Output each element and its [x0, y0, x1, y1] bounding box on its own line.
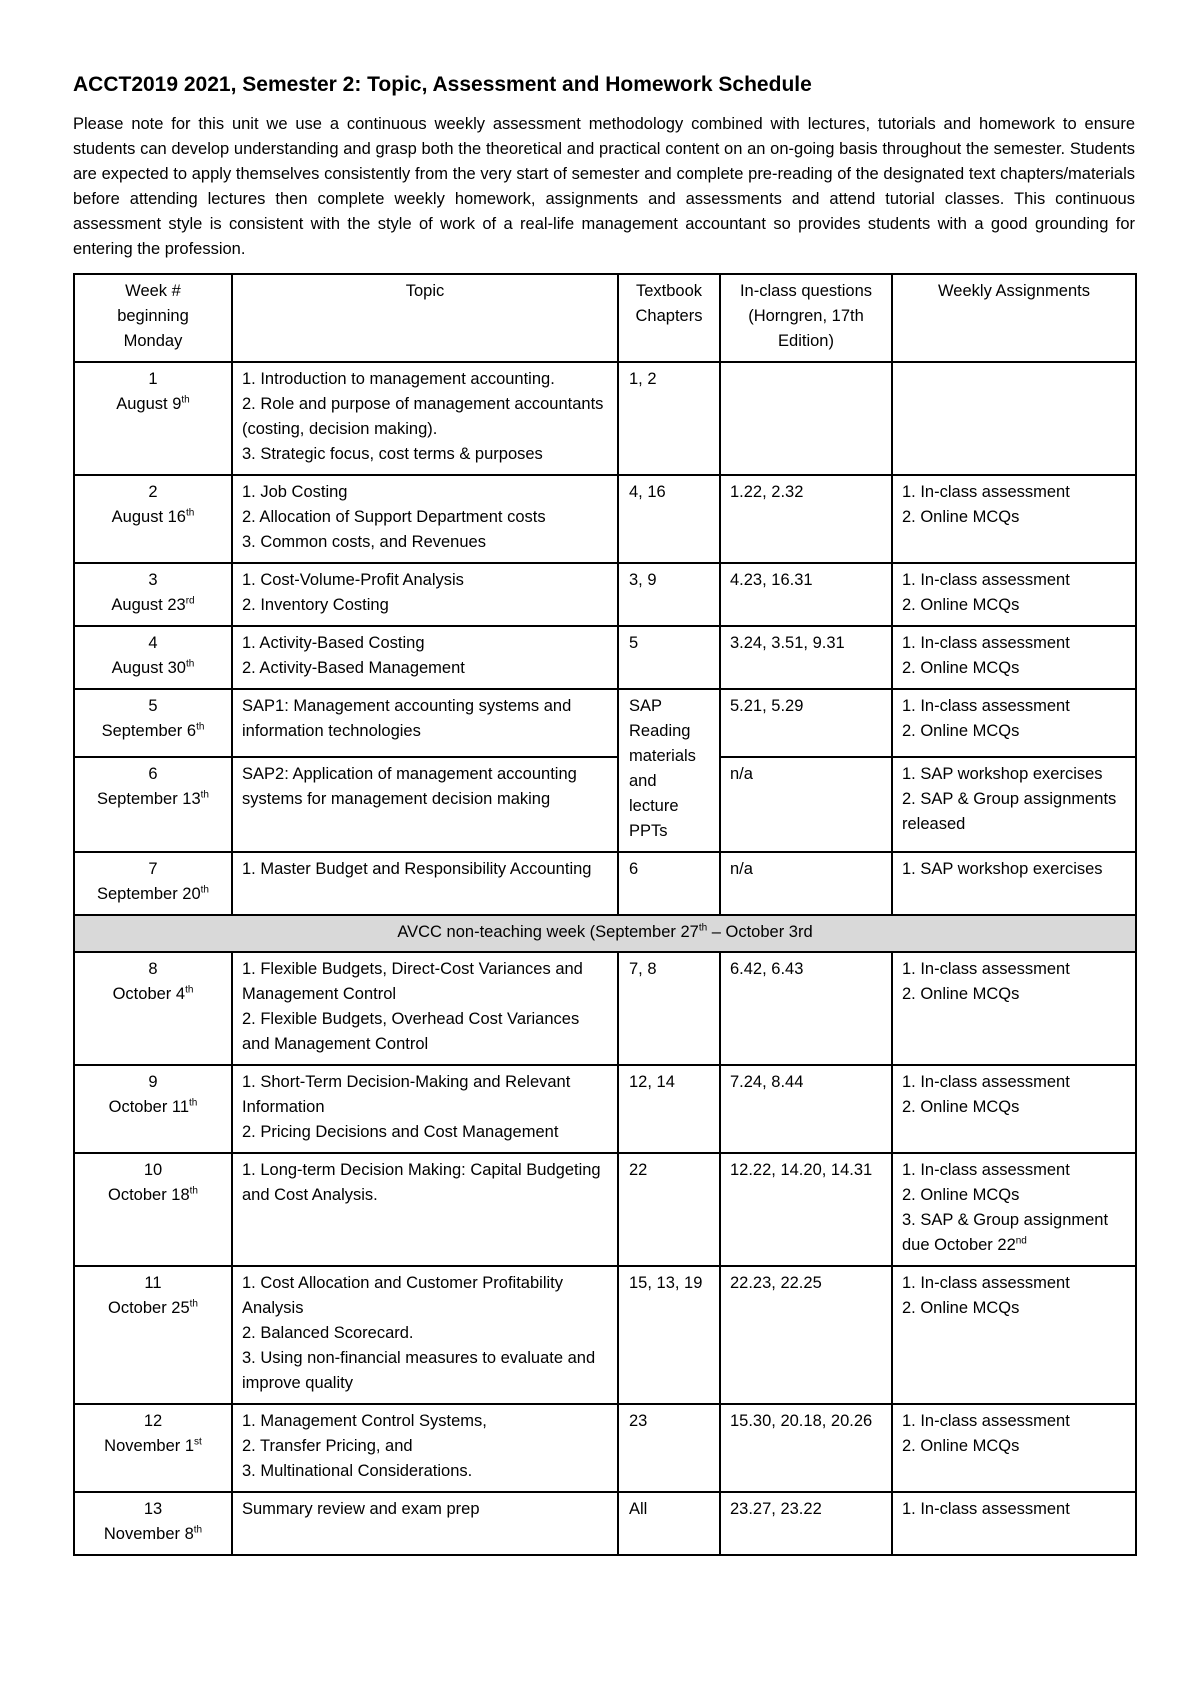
topic-cell: [232, 362, 618, 475]
week-cell: [74, 626, 232, 689]
questions-cell: 7.24, 8.44: [720, 1065, 892, 1153]
chapters-line: materials: [629, 747, 696, 765]
table-row: [74, 1266, 1136, 1404]
week-cell: [74, 1492, 232, 1555]
chapters-cell: 23: [618, 1404, 720, 1492]
week-number: 10: [143, 1161, 163, 1179]
assignment-line: 1. In-class assessment: [902, 634, 1070, 652]
assignments-cell: [892, 1266, 1136, 1404]
date-suffix: th: [200, 789, 209, 801]
topic-line: 2. Transfer Pricing, and: [242, 1437, 413, 1455]
document-page: [73, 72, 1135, 1556]
topic-cell: [232, 1153, 618, 1266]
questions-cell: 4.23, 16.31: [720, 563, 892, 626]
week-cell: [74, 952, 232, 1065]
topic-line: 3. Using non-financial measures to evaluate and improve quality: [242, 1349, 596, 1392]
table-row: [74, 563, 1136, 626]
topic-line: 2. Balanced Scorecard.: [242, 1324, 414, 1342]
week-date: August 30th: [111, 658, 195, 677]
chapters-cell: 12, 14: [618, 1065, 720, 1153]
topic-line: 2. Activity-Based Management: [242, 659, 465, 677]
topic-line: 1. Activity-Based Costing: [242, 634, 425, 652]
chapters-cell: 5: [618, 626, 720, 689]
topic-cell: [232, 1065, 618, 1153]
questions-cell: 12.22, 14.20, 14.31: [720, 1153, 892, 1266]
topic-cell: [232, 1266, 618, 1404]
assignment-line: 2. Online MCQs: [902, 1437, 1020, 1455]
table-row: [74, 362, 1136, 475]
week-number: 6: [148, 765, 158, 783]
topic-line: 2. Inventory Costing: [242, 596, 389, 614]
schedule-table: [73, 273, 1137, 1556]
assignments-cell: [892, 1404, 1136, 1492]
assignment-line: 2. Online MCQs: [902, 659, 1020, 677]
assignments-cell: [892, 475, 1136, 563]
topic-line: 2. Allocation of Support Department costs: [242, 508, 546, 526]
week-date: August 9th: [116, 394, 190, 413]
assignment-line: 1. In-class assessment: [902, 1500, 1070, 1518]
topic-cell: [232, 852, 618, 915]
topic-line: 3. Strategic focus, cost terms & purposes: [242, 445, 543, 463]
assignments-cell: [892, 626, 1136, 689]
assignments-cell: [892, 1065, 1136, 1153]
topic-line: 1. Cost Allocation and Customer Profitability Analysis: [242, 1274, 563, 1317]
topic-line: 2. Role and purpose of management accountants (costing, decision making).: [242, 395, 604, 438]
week-cell: [74, 1266, 232, 1404]
questions-cell: 5.21, 5.29: [720, 689, 892, 757]
assignment-line: 2. SAP & Group assignments released: [902, 790, 1117, 833]
topic-cell: [232, 1492, 618, 1555]
chapters-cell: 6: [618, 852, 720, 915]
week-date: November 1st: [104, 1436, 202, 1455]
week-number: 3: [148, 571, 158, 589]
date-suffix: th: [189, 1298, 198, 1310]
week-date: October 18th: [108, 1185, 198, 1204]
assignment-line: 1. In-class assessment: [902, 960, 1070, 978]
topic-cell: [232, 952, 618, 1065]
chapters-cell: 22: [618, 1153, 720, 1266]
topic-line: 1. Flexible Budgets, Direct-Cost Variances and Management Control: [242, 960, 583, 1003]
topic-line: 1. Long-term Decision Making: Capital Budgeting and Cost Analysis.: [242, 1161, 601, 1204]
week-cell: [74, 757, 232, 852]
assignments-cell: [892, 952, 1136, 1065]
questions-cell: 22.23, 22.25: [720, 1266, 892, 1404]
header-topic: Topic: [232, 274, 618, 362]
date-suffix: th: [181, 394, 190, 406]
topic-line: 3. Multinational Considerations.: [242, 1462, 473, 1480]
week-number: 2: [148, 483, 158, 501]
assignment-line: 2. Online MCQs: [902, 1186, 1020, 1204]
week-date: October 11th: [108, 1097, 198, 1116]
chapters-line: Reading: [629, 722, 691, 740]
chapters-line: lecture: [629, 797, 679, 815]
topic-line: 1. Short-Term Decision-Making and Relevant Information: [242, 1073, 571, 1116]
date-suffix: th: [196, 721, 205, 733]
week-date: September 13th: [97, 789, 209, 808]
schedule-body: [74, 362, 1136, 1555]
assignments-cell: [892, 852, 1136, 915]
chapters-cell: 4, 16: [618, 475, 720, 563]
date-suffix: st: [194, 1436, 202, 1448]
date-suffix: th: [185, 658, 195, 670]
date-suffix: th: [185, 984, 194, 996]
chapters-line: SAP: [629, 697, 663, 715]
week-cell: [74, 563, 232, 626]
table-row: [74, 1492, 1136, 1555]
assignment-line: 1. In-class assessment: [902, 1073, 1070, 1091]
chapters-cell: 15, 13, 19: [618, 1266, 720, 1404]
chapters-cell: All: [618, 1492, 720, 1555]
assignment-line: 1. In-class assessment: [902, 483, 1070, 501]
page-title: ACCT2019 2021, Semester 2: Topic, Assessment and Homework Schedule: [73, 73, 812, 96]
week-date: October 4th: [112, 984, 194, 1003]
assignment-line: 1. SAP workshop exercises: [902, 765, 1103, 783]
table-row: [74, 852, 1136, 915]
table-row: [74, 1404, 1136, 1492]
table-row: [74, 475, 1136, 563]
week-date: October 25th: [108, 1298, 198, 1317]
week-cell: [74, 689, 232, 757]
topic-cell: [232, 1404, 618, 1492]
assignment-line: 3. SAP & Group assignment due October 22nd: [902, 1211, 1109, 1254]
week-cell: [74, 475, 232, 563]
non-teaching-cell: AVCC non-teaching week (September 27th – October 3rd: [74, 915, 1136, 952]
questions-cell: n/a: [720, 757, 892, 852]
week-date: August 23rd: [111, 595, 195, 614]
assignment-line: 1. In-class assessment: [902, 697, 1070, 715]
date-suffix: th: [200, 884, 209, 896]
chapters-line: PPTs: [629, 822, 668, 840]
week-cell: [74, 852, 232, 915]
topic-line: Summary review and exam prep: [242, 1500, 480, 1518]
date-suffix: th: [185, 507, 195, 519]
date-suffix: nd: [1015, 1235, 1027, 1247]
chapters-cell: [618, 689, 720, 852]
assignment-line: 2. Online MCQs: [902, 1299, 1020, 1317]
chapters-cell: 1, 2: [618, 362, 720, 475]
topic-line: SAP2: Application of management accounting systems for management decision making: [242, 765, 577, 808]
topic-line: 1. Cost-Volume-Profit Analysis: [242, 571, 464, 589]
questions-cell: 6.42, 6.43: [720, 952, 892, 1065]
questions-cell: 1.22, 2.32: [720, 475, 892, 563]
assignments-cell: [892, 1153, 1136, 1266]
topic-line: 2. Flexible Budgets, Overhead Cost Variances and Management Control: [242, 1010, 580, 1053]
date-suffix: th: [189, 1097, 198, 1109]
assignments-cell: [892, 757, 1136, 852]
assignment-line: 2. Online MCQs: [902, 1098, 1020, 1116]
header-questions: In-class questions (Horngren, 17th Edition): [720, 274, 892, 362]
topic-cell: [232, 689, 618, 757]
topic-line: 1. Introduction to management accounting.: [242, 370, 555, 388]
week-number: 9: [148, 1073, 158, 1091]
week-cell: [74, 1404, 232, 1492]
week-cell: [74, 362, 232, 475]
week-number: 12: [143, 1412, 163, 1430]
week-number: 11: [144, 1274, 162, 1292]
intro-paragraph: Please note for this unit we use a continuous weekly assessment methodology combined with lectures, tutorials and homework to ensure students can develop understanding and grasp both the theoretical and practical content on an on-going basis throughout the semester. Students are expected to apply themselves consistently from the very start of semester and complete pre-reading of the designated text chapters/materials before attending lectures then complete weekly homework, assignments and assessments and attend tutorial classes. This continuous assessment style is consistent with the style of work of a real-life management accountant so provides students with a good grounding for entering the profession.: [73, 115, 1135, 258]
assignments-cell: [892, 1492, 1136, 1555]
week-number: 7: [148, 860, 158, 878]
week-cell: [74, 1065, 232, 1153]
week-number: 1: [148, 370, 158, 388]
assignment-line: 1. In-class assessment: [902, 1161, 1070, 1179]
header-row: [74, 274, 1136, 362]
assignment-line: 2. Online MCQs: [902, 722, 1020, 740]
assignment-line: 1. In-class assessment: [902, 1274, 1070, 1292]
assignments-cell: [892, 362, 1136, 475]
assignment-line: 1. In-class assessment: [902, 1412, 1070, 1430]
week-date: September 6th: [101, 721, 205, 740]
topic-line: 2. Pricing Decisions and Cost Management: [242, 1123, 559, 1141]
assignments-cell: [892, 563, 1136, 626]
questions-cell: n/a: [720, 852, 892, 915]
topic-line: 1. Job Costing: [242, 483, 348, 501]
chapters-cell: 3, 9: [618, 563, 720, 626]
date-suffix: th: [193, 1524, 203, 1536]
assignment-line: 2. Online MCQs: [902, 985, 1020, 1003]
questions-cell: 23.27, 23.22: [720, 1492, 892, 1555]
table-row: [74, 952, 1136, 1065]
assignment-line: 1. SAP workshop exercises: [902, 860, 1103, 878]
chapters-line: and: [629, 772, 657, 790]
questions-cell: [720, 362, 892, 475]
assignment-line: 2. Online MCQs: [902, 508, 1020, 526]
table-row: [74, 1065, 1136, 1153]
week-number: 4: [148, 634, 158, 652]
topic-cell: [232, 626, 618, 689]
week-number: 5: [148, 697, 158, 715]
week-date: September 20th: [97, 884, 209, 903]
assignment-line: 2. Online MCQs: [902, 596, 1020, 614]
chapters-cell: 7, 8: [618, 952, 720, 1065]
topic-cell: [232, 757, 618, 852]
topic-line: 1. Master Budget and Responsibility Accounting: [242, 860, 592, 878]
topic-cell: [232, 475, 618, 563]
week-number: 8: [148, 960, 158, 978]
topic-line: 3. Common costs, and Revenues: [242, 533, 486, 551]
table-row: [74, 689, 1136, 757]
table-row: [74, 757, 1136, 852]
topic-line: SAP1: Management accounting systems and information technologies: [242, 697, 572, 740]
assignment-line: 1. In-class assessment: [902, 571, 1070, 589]
date-suffix: th: [189, 1185, 198, 1197]
assignments-cell: [892, 689, 1136, 757]
week-number: 13: [143, 1500, 163, 1518]
date-suffix: th: [698, 922, 708, 934]
header-week: Week # beginning Monday: [74, 274, 232, 362]
topic-cell: [232, 563, 618, 626]
table-row: [74, 1153, 1136, 1266]
week-date: November 8th: [103, 1524, 203, 1543]
header-assignments: Weekly Assignments: [892, 274, 1136, 362]
week-cell: [74, 1153, 232, 1266]
header-chapters: Textbook Chapters: [618, 274, 720, 362]
table-row: [74, 626, 1136, 689]
date-suffix: rd: [185, 595, 195, 607]
questions-cell: 15.30, 20.18, 20.26: [720, 1404, 892, 1492]
week-date: August 16th: [111, 507, 195, 526]
questions-cell: 3.24, 3.51, 9.31: [720, 626, 892, 689]
non-teaching-row: [74, 915, 1136, 952]
topic-line: 1. Management Control Systems,: [242, 1412, 487, 1430]
